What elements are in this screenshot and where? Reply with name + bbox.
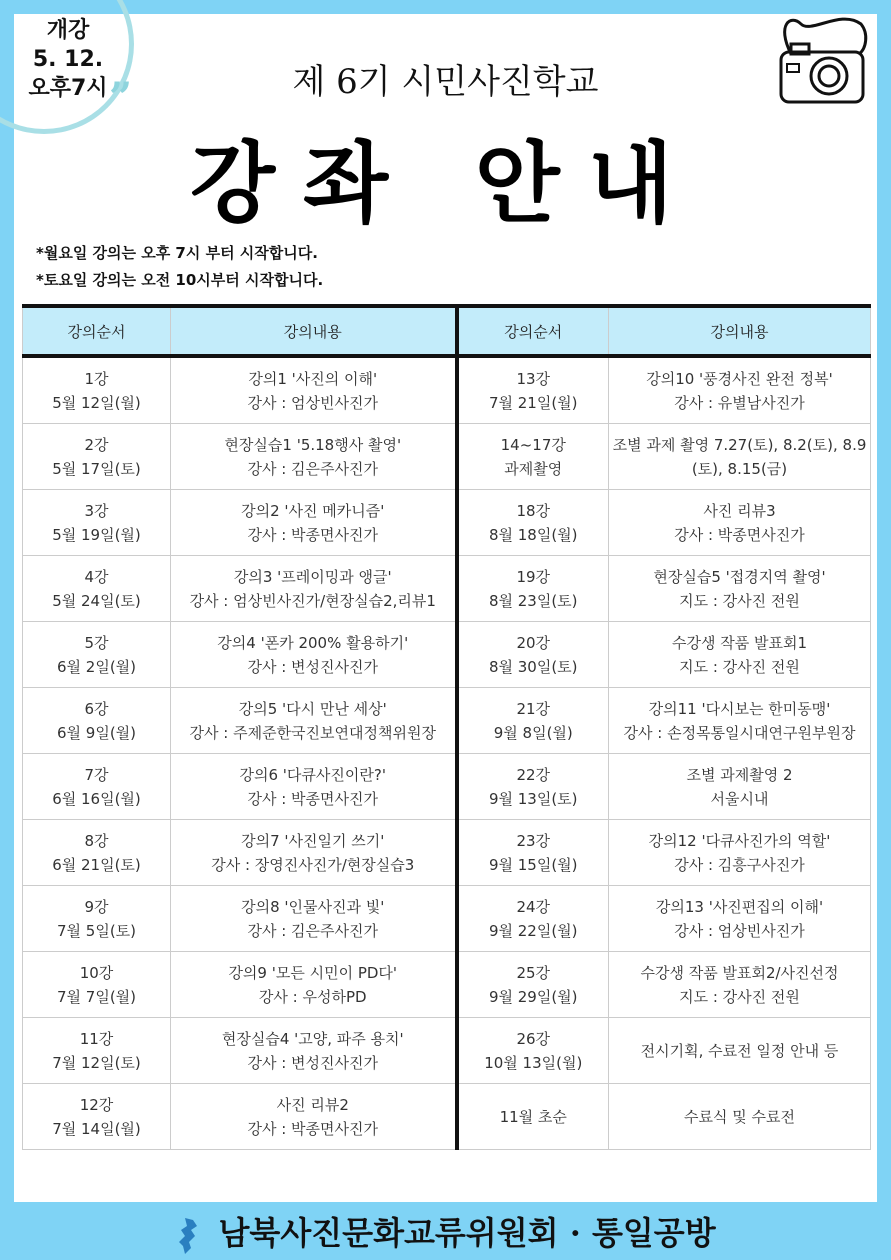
session-cell-left (23, 490, 171, 556)
cell-line: 강의5 '다시 만난 세상' (238, 699, 387, 718)
footer-organizer (0, 1208, 891, 1256)
session-cell-right (457, 952, 609, 1018)
session-cell-right (457, 356, 609, 424)
cell-line: 13강 (516, 369, 551, 388)
cell-line: 18강 (516, 501, 551, 520)
cell-line: 10월 13일(월) (484, 1053, 583, 1072)
cell-line: 5월 12일(월) (52, 393, 141, 412)
session-cell-left (23, 556, 171, 622)
cell-line: 강사 : 엄상빈사진가/현장실습2,리뷰1 (189, 591, 436, 610)
cell-line: 강의1 '사진의 이해' (248, 369, 378, 388)
note-saturday: *토요일 강의는 오전 10시부터 시작합니다. (36, 271, 324, 289)
cell-line: 8월 30일(토) (488, 657, 578, 676)
cell-line: 6월 9일(월) (56, 723, 137, 742)
cell-line: 강사 : 김흥구사진가 (674, 855, 805, 874)
cell-line: 9월 29일(월) (488, 987, 578, 1006)
cell-line: 10강 (79, 963, 114, 982)
cell-line: 7월 5일(토) (56, 921, 137, 940)
cell-line: 12강 (79, 1095, 114, 1114)
cell-line: 6월 21일(토) (52, 855, 141, 874)
cell-line: 7월 21일(월) (488, 393, 578, 412)
session-cell-left (23, 754, 171, 820)
cell-line: 강의11 '다시보는 한미동맹' (648, 699, 831, 718)
schedule-notes (36, 240, 323, 294)
cell-line: 9강 (84, 897, 109, 916)
cell-line: 강사 : 장영진사진가/현장실습3 (211, 855, 415, 874)
content-cell-right (609, 754, 871, 820)
cell-line: 19강 (516, 567, 551, 586)
content-cell-left (171, 1084, 457, 1150)
cell-line: 강의6 '다큐사진이란?' (239, 765, 386, 784)
cell-line: 6강 (84, 699, 109, 718)
session-cell-left (23, 1018, 171, 1084)
badge-line-3: 오후7시 (28, 76, 108, 101)
cell-line: 조별 과제 촬영 7.27(토), 8.2(토), 8.9 (612, 435, 867, 454)
cell-line: 9월 13일(토) (488, 789, 578, 808)
cell-line: 강사 : 엄상빈사진가 (247, 393, 378, 412)
cell-line: 5월 17일(토) (52, 459, 141, 478)
cell-line: 7강 (84, 765, 109, 784)
cell-line: 5월 24일(토) (52, 591, 141, 610)
cell-line: 22강 (516, 765, 551, 784)
table-row (23, 622, 871, 688)
content-cell-left (171, 556, 457, 622)
cell-line: 강사 : 유별남사진가 (674, 393, 805, 412)
cell-line: 현장실습5 '접경지역 촬영' (653, 567, 826, 586)
session-cell-left (23, 622, 171, 688)
cell-line: 강의13 '사진편집의 이해' (655, 897, 824, 916)
table-header-row (23, 306, 871, 356)
table-row (23, 424, 871, 490)
session-cell-right (457, 424, 609, 490)
session-cell-right (457, 754, 609, 820)
session-cell-left (23, 424, 171, 490)
table-row (23, 688, 871, 754)
table-row (23, 820, 871, 886)
table-row (23, 886, 871, 952)
cell-line: (토), 8.15(금) (691, 459, 788, 478)
cell-line: 25강 (516, 963, 551, 982)
poster-sheet (14, 14, 877, 1202)
header-content-left: 강의내용 (171, 306, 457, 356)
table-row (23, 754, 871, 820)
cell-line: 강의4 '폰카 200% 활용하기' (217, 633, 409, 652)
cell-line: 4강 (84, 567, 109, 586)
cell-line: 7월 14일(월) (52, 1119, 141, 1138)
cell-line: 11월 초순 (499, 1107, 567, 1126)
cell-line: 강의3 '프레이밍과 앵글' (233, 567, 392, 586)
korean-peninsula-icon (175, 1216, 201, 1256)
session-cell-right (457, 1018, 609, 1084)
cell-line: 8강 (84, 831, 109, 850)
content-cell-right (609, 490, 871, 556)
cell-line: 9월 8일(월) (493, 723, 573, 742)
content-cell-left (171, 424, 457, 490)
cell-line: 수료식 및 수료전 (684, 1107, 795, 1126)
cell-line: 지도 : 강사진 전원 (679, 987, 800, 1006)
content-cell-right (609, 1084, 871, 1150)
session-cell-left (23, 356, 171, 424)
cell-line: 1강 (84, 369, 109, 388)
cell-line: 수강생 작품 발표회2/사진선정 (640, 963, 839, 982)
cell-line: 현장실습4 '고양, 파주 용치' (221, 1029, 404, 1048)
session-cell-left (23, 820, 171, 886)
session-cell-left (23, 1084, 171, 1150)
cell-line: 수강생 작품 발표회1 (671, 633, 807, 652)
page-title: 강좌 안내 (190, 131, 701, 235)
note-monday: *월요일 강의는 오후 7시 부터 시작합니다. (36, 244, 318, 262)
cell-line: 강사 : 주제준한국진보연대정책위원장 (189, 723, 436, 742)
lecture-schedule-table (22, 304, 871, 1150)
content-cell-left (171, 688, 457, 754)
header-order-right: 강의순서 (457, 306, 609, 356)
content-cell-left (171, 490, 457, 556)
cell-line: 강사 : 박종면사진가 (247, 1119, 378, 1138)
table-row (23, 356, 871, 424)
cell-line: 지도 : 강사진 전원 (679, 591, 800, 610)
content-cell-left (171, 356, 457, 424)
cell-line: 21강 (516, 699, 551, 718)
content-cell-left (171, 1018, 457, 1084)
table-row (23, 556, 871, 622)
cell-line: 강의7 '사진일기 쓰기' (241, 831, 385, 850)
session-cell-left (23, 952, 171, 1018)
cell-line: 현장실습1 '5.18행사 촬영' (224, 435, 402, 454)
session-cell-right (457, 556, 609, 622)
session-cell-right (457, 1084, 609, 1150)
session-cell-right (457, 490, 609, 556)
cell-line: 전시기획, 수료전 일정 안내 등 (640, 1041, 839, 1060)
session-cell-right (457, 886, 609, 952)
content-cell-right (609, 424, 871, 490)
content-cell-right (609, 952, 871, 1018)
cell-line: 23강 (516, 831, 551, 850)
cell-line: 24강 (516, 897, 551, 916)
cell-line: 7월 12일(토) (52, 1053, 141, 1072)
badge-line-2: 5. 12. (32, 47, 104, 72)
cell-line: 강의9 '모든 시민이 PD다' (228, 963, 398, 982)
cell-line: 7월 7일(월) (56, 987, 137, 1006)
session-cell-left (23, 688, 171, 754)
session-cell-left (23, 886, 171, 952)
content-cell-right (609, 622, 871, 688)
badge-line-1: 개강 (46, 18, 90, 43)
page-subtitle: 제 6기 시민사진학교 (292, 62, 599, 102)
cell-line: 8월 18일(월) (488, 525, 578, 544)
cell-line: 8월 23일(토) (488, 591, 578, 610)
cell-line: 강사 : 김은주사진가 (247, 459, 378, 478)
header-order-left: 강의순서 (23, 306, 171, 356)
cell-line: 5월 19일(월) (52, 525, 141, 544)
cell-line: 강사 : 박종면사진가 (674, 525, 805, 544)
cell-line: 강사 : 박종면사진가 (247, 789, 378, 808)
table-row (23, 1018, 871, 1084)
cell-line: 과제촬영 (504, 459, 563, 478)
table-row (23, 490, 871, 556)
cell-line: 강사 : 박종면사진가 (247, 525, 378, 544)
cell-line: 조별 과제촬영 2 (686, 765, 793, 784)
cell-line: 3강 (84, 501, 109, 520)
content-cell-left (171, 886, 457, 952)
cell-line: 강사 : 변성진사진가 (247, 657, 378, 676)
cell-line: 사진 리뷰2 (276, 1095, 349, 1114)
cell-line: 강의8 '인물사진과 빛' (241, 897, 385, 916)
cell-line: 강사 : 김은주사진가 (247, 921, 378, 940)
cell-line: 강의10 '풍경사진 완전 정복' (646, 369, 833, 388)
cell-line: 9월 22일(월) (488, 921, 578, 940)
cell-line: 강의2 '사진 메카니즘' (241, 501, 385, 520)
cell-line: 14~17강 (500, 435, 566, 454)
cell-line: 11강 (79, 1029, 114, 1048)
content-cell-right (609, 556, 871, 622)
content-cell-right (609, 356, 871, 424)
cell-line: 강사 : 엄상빈사진가 (674, 921, 805, 940)
content-cell-left (171, 622, 457, 688)
cell-line: 2강 (84, 435, 109, 454)
session-cell-right (457, 820, 609, 886)
header-content-right: 강의내용 (609, 306, 871, 356)
footer-text: 남북사진문화교류위원회 · 통일공방 (218, 1214, 716, 1252)
cell-line: 9월 15일(월) (488, 855, 578, 874)
session-cell-right (457, 688, 609, 754)
cell-line: 6월 16일(월) (52, 789, 141, 808)
table-row (23, 1084, 871, 1150)
cell-line: 강의12 '다큐사진가의 역할' (648, 831, 831, 850)
cell-line: 강사 : 변성진사진가 (247, 1053, 378, 1072)
quote-mark-icon: ” (109, 74, 133, 121)
content-cell-right (609, 820, 871, 886)
content-cell-left (171, 952, 457, 1018)
cell-line: 5강 (84, 633, 109, 652)
content-cell-right (609, 886, 871, 952)
session-cell-right (457, 622, 609, 688)
cell-line: 6월 2일(월) (56, 657, 137, 676)
cell-line: 강사 : 손정목통일시대연구원부원장 (623, 723, 856, 742)
cell-line: 강사 : 우성하PD (258, 987, 367, 1006)
cell-line: 20강 (516, 633, 551, 652)
cell-line: 26강 (516, 1029, 551, 1048)
table-row (23, 952, 871, 1018)
content-cell-left (171, 820, 457, 886)
cell-line: 서울시내 (710, 789, 769, 808)
content-cell-right (609, 688, 871, 754)
content-cell-right (609, 1018, 871, 1084)
cell-line: 사진 리뷰3 (703, 501, 776, 520)
content-cell-left (171, 754, 457, 820)
cell-line: 지도 : 강사진 전원 (679, 657, 800, 676)
